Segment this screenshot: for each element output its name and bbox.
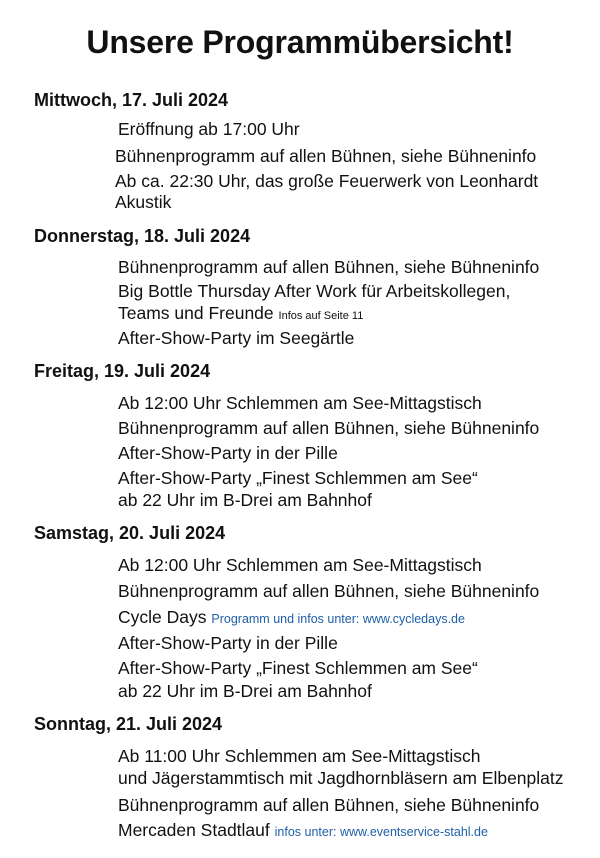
program-line: Bühnenprogramm auf allen Bühnen, siehe Bühneninfo (118, 257, 540, 277)
program-line: ab 22 Uhr im B-Drei am Bahnhof (118, 490, 372, 510)
program-line: After-Show-Party in der Pille (118, 443, 338, 463)
program-line: Ab ca. 22:30 Uhr, das große Feuerwerk von Leonhardt (115, 171, 539, 191)
program-line: Bühnenprogramm auf allen Bühnen, siehe Bühneninfo (118, 581, 540, 601)
program-line: Big Bottle Thursday After Work für Arbeitskollegen, (118, 281, 511, 301)
program-text: Cycle Days (118, 607, 207, 627)
program-line: Ab 12:00 Uhr Schlemmen am See-Mittagstisch (118, 393, 482, 413)
program-line: Akustik (115, 192, 172, 212)
program-line (118, 606, 465, 630)
program-line: After-Show-Party in der Pille (118, 633, 338, 653)
day-heading-donnerstag: Donnerstag, 18. Juli 2024 (34, 226, 251, 246)
cycledays-link-note[interactable]: Programm und infos unter: www.cycledays.de (211, 612, 465, 626)
eventservice-link-note[interactable]: infos unter: www.eventservice-stahl.de (274, 825, 488, 839)
program-line: und Jägerstammtisch mit Jagdhornbläsern am Elbenplatz (118, 768, 564, 788)
program-text: Teams und Freunde (118, 303, 274, 323)
program-line: Ab 11:00 Uhr Schlemmen am See-Mittagstisch (118, 746, 481, 766)
program-line: Bühnenprogramm auf allen Bühnen, siehe Bühneninfo (118, 795, 540, 815)
day-heading-mittwoch: Mittwoch, 17. Juli 2024 (34, 90, 229, 110)
program-line (118, 302, 363, 327)
program-line: After-Show-Party „Finest Schlemmen am See“ (118, 468, 478, 488)
program-line: After-Show-Party im Seegärtle (118, 328, 355, 348)
day-heading-freitag: Freitag, 19. Juli 2024 (34, 361, 211, 381)
page-title: Unsere Programmübersicht! (86, 24, 514, 60)
program-line: Bühnenprogramm auf allen Bühnen, siehe Bühneninfo (118, 418, 540, 438)
page-reference-note: Infos auf Seite 11 (278, 310, 364, 322)
program-line: After-Show-Party „Finest Schlemmen am See“ (118, 658, 478, 678)
program-line: Ab 12:00 Uhr Schlemmen am See-Mittagstisch (118, 555, 482, 575)
program-line (118, 819, 488, 843)
program-line: Bühnenprogramm auf allen Bühnen, siehe Bühneninfo (115, 146, 537, 166)
day-heading-sonntag: Sonntag, 21. Juli 2024 (34, 714, 223, 734)
program-line: Eröffnung ab 17:00 Uhr (118, 119, 300, 139)
day-heading-samstag: Samstag, 20. Juli 2024 (34, 523, 226, 543)
program-line: ab 22 Uhr im B-Drei am Bahnhof (118, 681, 372, 701)
program-text: Mercaden Stadtlauf (118, 820, 270, 840)
